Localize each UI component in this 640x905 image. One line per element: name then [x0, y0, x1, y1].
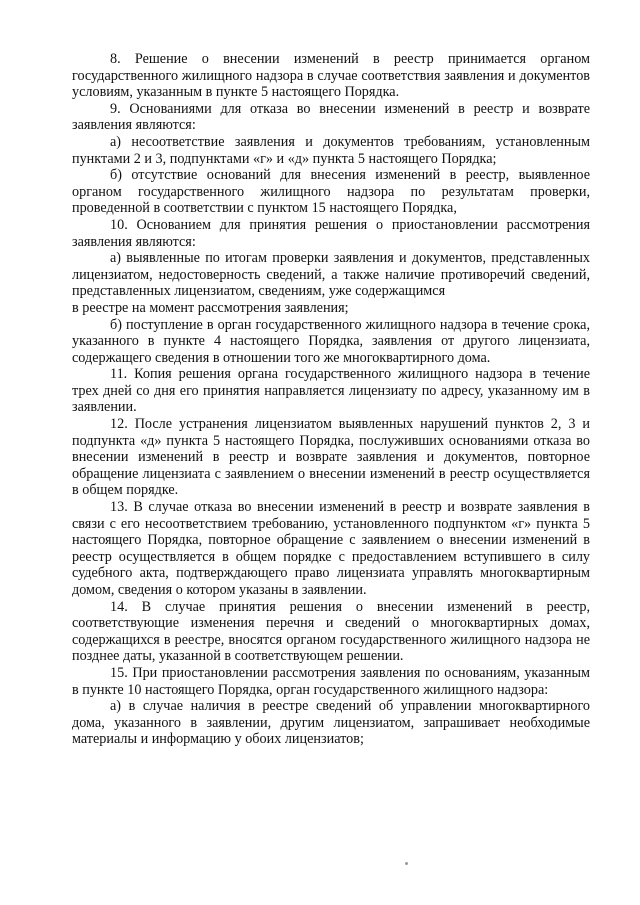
paragraph-13: 13. В случае отказа во внесении изменений в реестр и возврате заявления в связи с его несоответствием требованию, установленного подпунктом «г» пункта 5 настоящего Порядка, повторное обращение с заявлением о внесении изменений в реестр осуществляется в общем порядке с предоставлением вступившего в силу судебного акта, подтверждающего право лицензиата управлять многоквартирным домом, сведения о котором указаны в заявлении.	[72, 499, 590, 598]
paragraph-11: 11. Копия решения органа государственного жилищного надзора в течение трех дней со дня его принятия направляется лицензиату по адресу, указанному им в заявлении.	[72, 366, 590, 416]
paragraph-15: 15. При приостановлении рассмотрения заявления по основаниям, указанным в пункте 10 настоящего Порядка, орган государственного жилищного надзора:	[72, 664, 590, 698]
paragraph-10-a: а) выявленные по итогам проверки заявления и документов, представленных лицензиатом, недостоверность сведений, а также наличие противоречий сведений, представленных лицензиатом, сведениям, уже содержащимся	[72, 250, 590, 300]
paragraph-10: 10. Основанием для принятия решения о приостановлении рассмотрения заявления являются:	[72, 216, 590, 250]
document-page	[72, 51, 590, 748]
paragraph-10-b: б) поступление в орган государственного жилищного надзора в течение срока, указанного в пункте 4 настоящего Порядка, заявления от другого лицензиата, содержащего сведения в отношении того же многоквартирного дома.	[72, 316, 590, 366]
paragraph-9-b: б) отсутствие оснований для внесения изменений в реестр, выявленное органом государственного жилищного надзора по результатам проверки, проведенной в соответствии с пунктом 15 настоящего Порядка,	[72, 167, 590, 217]
paragraph-9: 9. Основаниями для отказа во внесении изменений в реестр и возврате заявления являются:	[72, 100, 590, 134]
paragraph-8: 8. Решение о внесении изменений в реестр принимается органом государственного жилищного надзора в случае соответствия заявления и документов условиям, указанным в пункте 5 настоящего Порядка.	[72, 51, 590, 101]
scan-dot	[405, 862, 408, 865]
paragraph-10-a-continuation: в реестре на момент рассмотрения заявления;	[72, 299, 349, 316]
paragraph-9-a: а) несоответствие заявления и документов требованиям, установленным пунктами 2 и 3, подпунктами «г» и «д» пункта 5 настоящего Порядка;	[72, 133, 590, 167]
paragraph-14: 14. В случае принятия решения о внесении изменений в реестр, соответствующие изменения перечня и сведений о многоквартирных домах, содержащихся в реестре, вносятся органом государственного жилищного надзора не позднее даты, указанной в соответствующем решении.	[72, 598, 590, 665]
paragraph-15-a: а) в случае наличия в реестре сведений об управлении многоквартирного дома, указанного в заявлении, другим лицензиатом, запрашивает необходимые материалы и информацию у обоих лицензиатов;	[72, 698, 590, 748]
paragraph-12: 12. После устранения лицензиатом выявленных нарушений пунктов 2, 3 и подпункта «д» пункта 5 настоящего Порядка, послуживших основаниями отказа во внесении изменений в реестр и возврате заявления и документов, повторное обращение лицензиата с заявлением о внесении изменений в реестр осуществляется в общем порядке.	[72, 416, 590, 499]
